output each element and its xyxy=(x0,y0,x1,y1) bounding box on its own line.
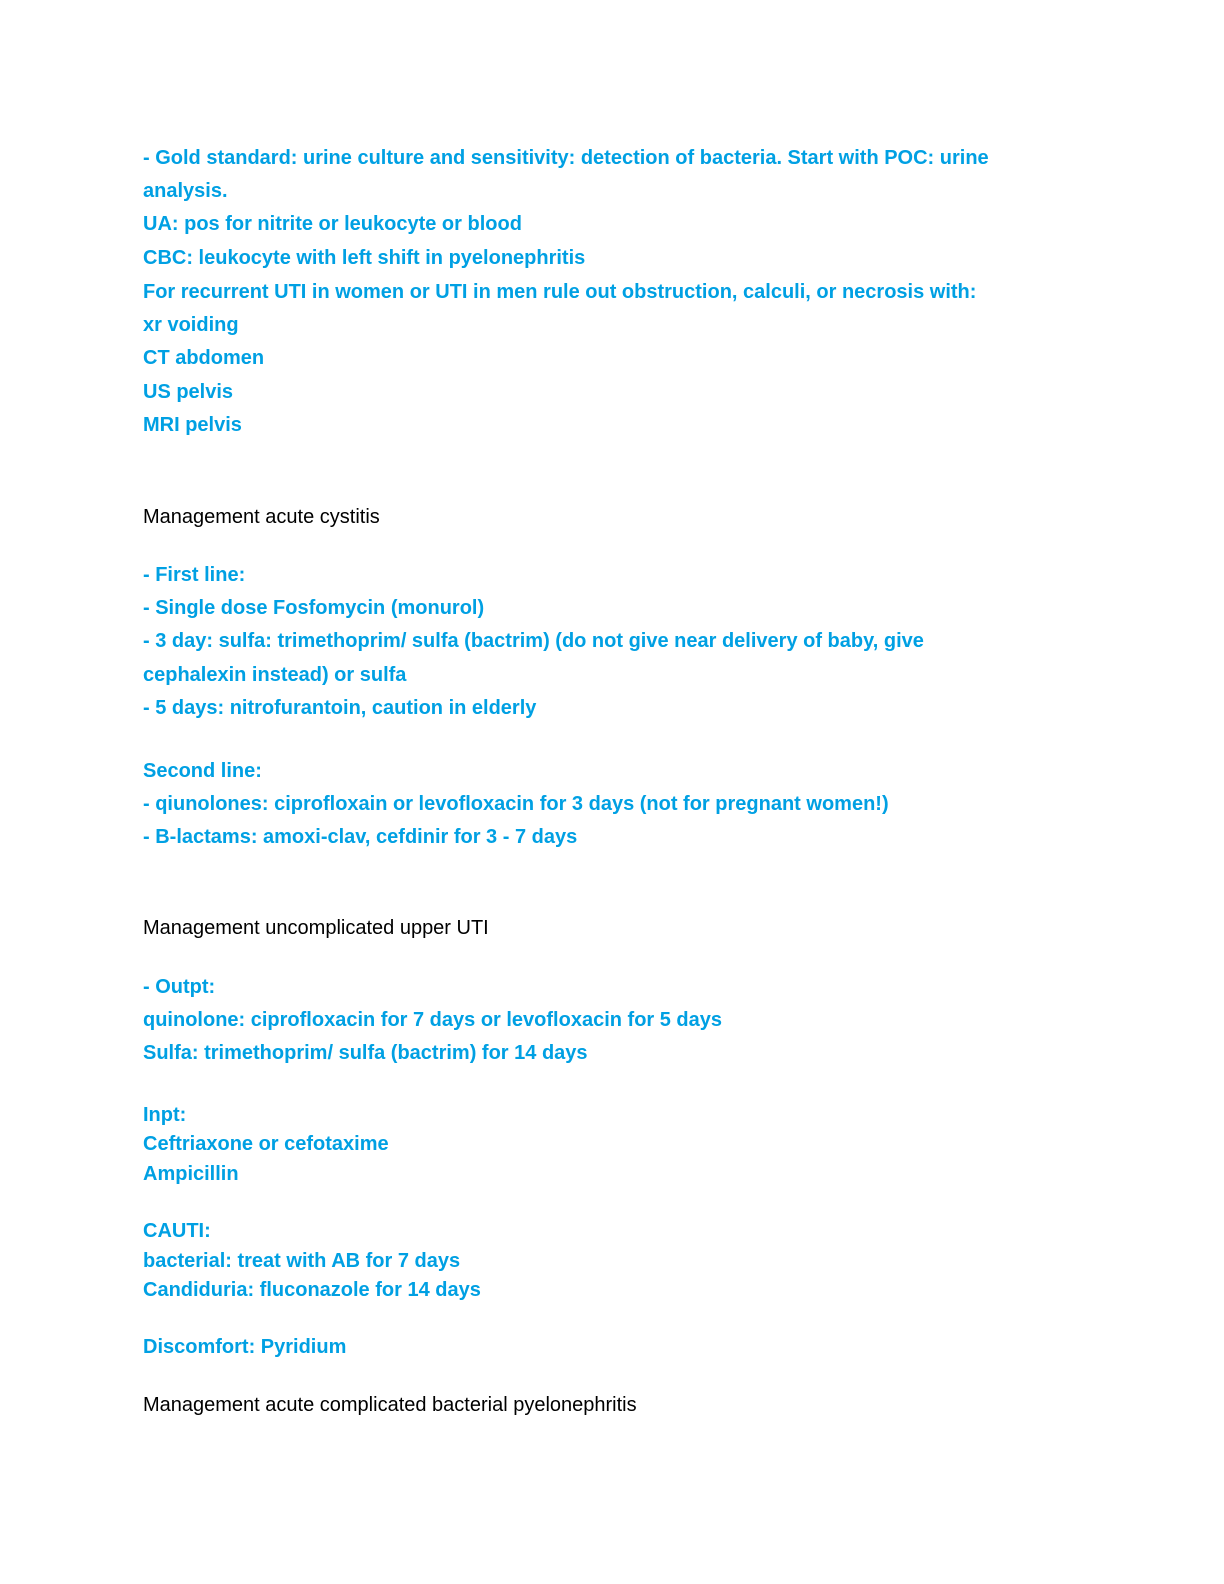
text-line-b-lactams: - B-lactams: amoxi-clav, cefdinir for 3 - 7 days xyxy=(143,826,578,848)
text-line-cauti: CAUTI: xyxy=(143,1220,211,1242)
text-line-second-line: Second line: xyxy=(143,760,262,782)
text-line-ct-abdomen: CT abdomen xyxy=(143,347,265,369)
text-line-analysis: analysis. xyxy=(143,180,228,202)
section-heading-acute-cystitis: Management acute cystitis xyxy=(143,506,380,528)
text-line-gold-standard: - Gold standard: urine culture and sensitivity: detection of bacteria. Start with POC: urine xyxy=(143,147,989,169)
text-line-nitrofurantoin: - 5 days: nitrofurantoin, caution in elderly xyxy=(143,697,537,719)
text-line-outpt: - Outpt: xyxy=(143,976,216,998)
text-line-mri-pelvis: MRI pelvis xyxy=(143,414,242,436)
text-line-quinolones: - qiunolones: ciprofloxain or levofloxacin for 3 days (not for pregnant women!) xyxy=(143,793,889,815)
text-line-fosfomycin: - Single dose Fosfomycin (monurol) xyxy=(143,597,485,619)
text-line-ampicillin: Ampicillin xyxy=(143,1163,239,1185)
text-line-cbc: CBC: leukocyte with left shift in pyelonephritis xyxy=(143,247,586,269)
text-line-ua: UA: pos for nitrite or leukocyte or blood xyxy=(143,213,522,235)
text-line-sulfa-14-days: Sulfa: trimethoprim/ sulfa (bactrim) for 14 days xyxy=(143,1042,588,1064)
text-line-inpt: Inpt: xyxy=(143,1104,187,1126)
text-line-xr-voiding: xr voiding xyxy=(143,314,239,336)
text-line-first-line: - First line: xyxy=(143,564,246,586)
text-line-recurrent-uti: For recurrent UTI in women or UTI in men rule out obstruction, calculi, or necrosis with: xyxy=(143,281,977,303)
text-line-ceftriaxone: Ceftriaxone or cefotaxime xyxy=(143,1133,389,1155)
text-line-bacterial: bacterial: treat with AB for 7 days xyxy=(143,1250,461,1272)
text-line-3-day-sulfa: - 3 day: sulfa: trimethoprim/ sulfa (bactrim) (do not give near delivery of baby, give xyxy=(143,630,924,652)
text-line-discomfort: Discomfort: Pyridium xyxy=(143,1336,347,1358)
text-line-us-pelvis: US pelvis xyxy=(143,381,234,403)
section-heading-complicated-pyelonephritis: Management acute complicated bacterial pyelonephritis xyxy=(143,1394,637,1416)
text-line-quinolone: quinolone: ciprofloxacin for 7 days or levofloxacin for 5 days xyxy=(143,1009,723,1031)
section-heading-uncomplicated-upper-uti: Management uncomplicated upper UTI xyxy=(143,917,489,939)
text-line-candiduria: Candiduria: fluconazole for 14 days xyxy=(143,1279,481,1301)
text-line-cephalexin: cephalexin instead) or sulfa xyxy=(143,664,407,686)
